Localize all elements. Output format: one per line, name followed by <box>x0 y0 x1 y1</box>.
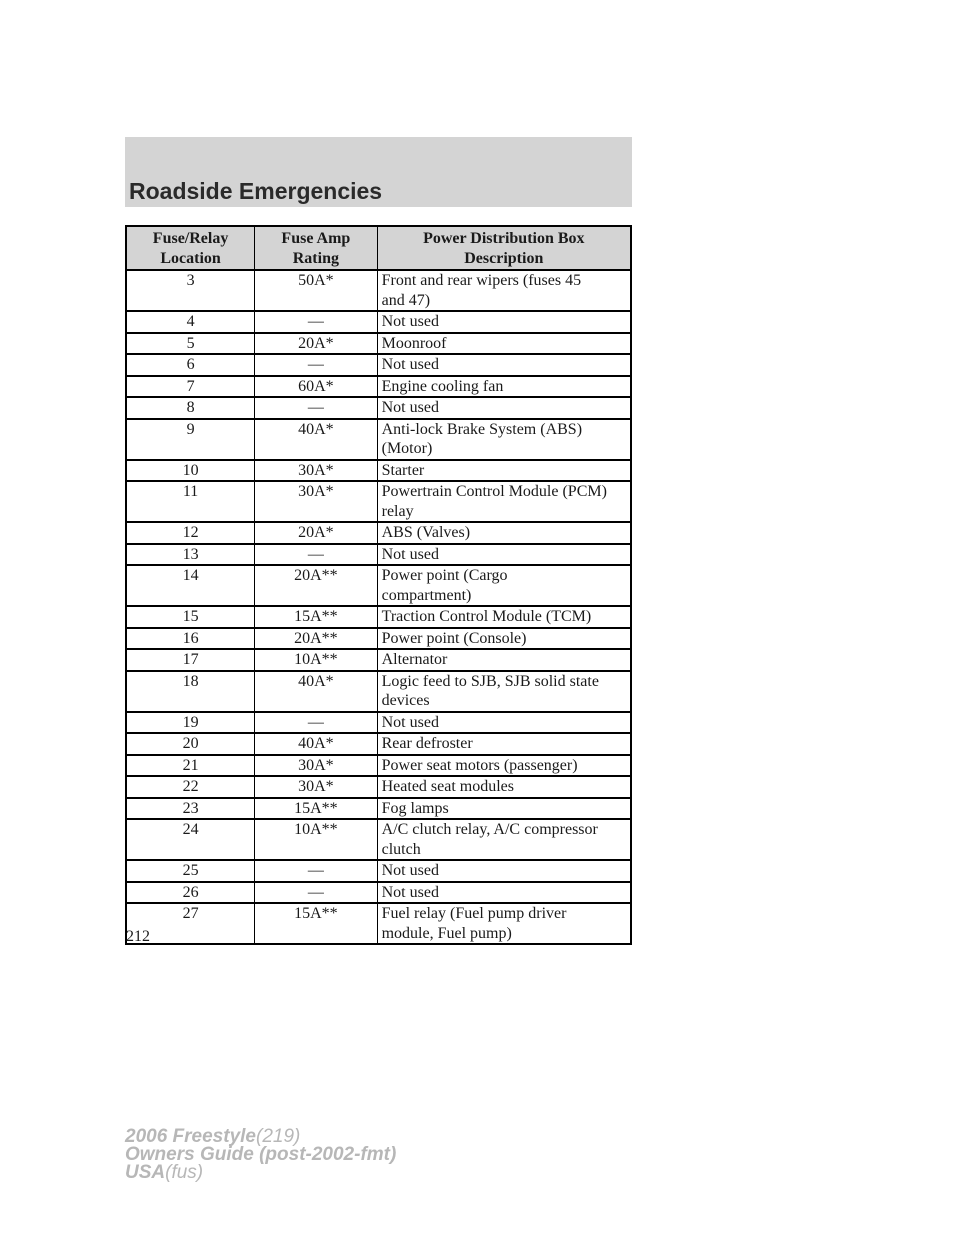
table-row <box>126 333 631 355</box>
fuse-description <box>377 397 631 419</box>
table-row <box>126 819 631 860</box>
table-row <box>126 565 631 606</box>
fuse-description-line: module, Fuel pump) <box>381 924 512 942</box>
fuse-location: 18 <box>126 671 255 712</box>
fuse-location: 5 <box>126 333 255 355</box>
fuse-location: 24 <box>126 819 255 860</box>
fuse-location: 21 <box>126 755 255 777</box>
fuse-description-line: Fog lamps <box>381 799 449 817</box>
fuse-location: 11 <box>126 481 255 522</box>
fuse-description-line: Moonroof <box>381 334 447 352</box>
fuse-description <box>377 671 631 712</box>
fuse-description <box>377 628 631 650</box>
table-row <box>126 270 631 311</box>
fuse-rating: 20A** <box>255 628 377 650</box>
fuse-description <box>377 649 631 671</box>
table-row <box>126 903 631 944</box>
fuse-rating: 30A* <box>255 776 377 798</box>
fuse-description <box>377 798 631 820</box>
footer <box>125 1128 396 1182</box>
fuse-location: 7 <box>126 376 255 398</box>
table-row <box>126 649 631 671</box>
table-row <box>126 776 631 798</box>
fuse-description-line: Engine cooling fan <box>381 377 504 395</box>
fuse-location: 15 <box>126 606 255 628</box>
fuse-rating: — <box>255 712 377 734</box>
fuse-location: 12 <box>126 522 255 544</box>
fuse-rating: — <box>255 354 377 376</box>
fuse-rating: — <box>255 860 377 882</box>
fuse-description <box>377 270 631 311</box>
header-description-line: Description <box>464 249 544 267</box>
fuse-description <box>377 565 631 606</box>
footer-light: (219) <box>256 1126 301 1147</box>
table-row <box>126 376 631 398</box>
fuse-description <box>377 903 631 944</box>
fuse-description-line: Not used <box>381 399 439 416</box>
fuse-description-line: Not used <box>381 545 439 563</box>
fuse-description <box>377 776 631 798</box>
footer-bold: USA <box>125 1162 166 1183</box>
table-row <box>126 755 631 777</box>
fuse-rating: 15A** <box>255 903 377 944</box>
fuse-description-line: relay <box>381 502 414 520</box>
fuse-rating: 10A** <box>255 649 377 671</box>
fuse-description-line: A/C clutch relay, A/C compressor <box>381 821 598 838</box>
fuse-rating: 20A* <box>255 522 377 544</box>
fuse-description-line: Fuel relay (Fuel pump driver <box>381 905 567 922</box>
table-row <box>126 419 631 460</box>
fuse-table <box>125 225 632 945</box>
fuse-description-line: and 47) <box>381 291 431 309</box>
fuse-description <box>377 712 631 734</box>
table-row <box>126 733 631 755</box>
fuse-rating: 30A* <box>255 755 377 777</box>
fuse-description-line: Traction Control Module (TCM) <box>381 608 592 625</box>
table-row <box>126 544 631 566</box>
header-rating <box>255 226 377 270</box>
fuse-description-line: Alternator <box>381 651 448 668</box>
footer-bold: 2006 Freestyle <box>125 1126 256 1147</box>
fuse-location: 17 <box>126 649 255 671</box>
fuse-rating: — <box>255 397 377 419</box>
fuse-rating: — <box>255 882 377 904</box>
header-rating-line: Fuse Amp <box>281 230 351 247</box>
section-title: Roadside Emergencies <box>129 178 383 204</box>
fuse-description-line: Not used <box>381 862 439 879</box>
table-row <box>126 397 631 419</box>
fuse-description <box>377 606 631 628</box>
fuse-location: 8 <box>126 397 255 419</box>
header-description <box>377 226 631 270</box>
fuse-description <box>377 755 631 777</box>
fuse-description-line: Logic feed to SJB, SJB solid state <box>381 672 599 690</box>
fuse-location: 6 <box>126 354 255 376</box>
fuse-description <box>377 311 631 333</box>
fuse-description-line: Not used <box>381 713 439 731</box>
fuse-description <box>377 522 631 544</box>
footer-light: (fus) <box>165 1162 204 1183</box>
fuse-rating: 20A** <box>255 565 377 606</box>
fuse-description-line: Rear defroster <box>381 735 473 752</box>
fuse-rating: 15A** <box>255 798 377 820</box>
fuse-description-line: Power seat motors (passenger) <box>381 756 578 774</box>
fuse-rating: 30A* <box>255 460 377 482</box>
fuse-description <box>377 733 631 755</box>
fuse-description <box>377 481 631 522</box>
fuse-location: 14 <box>126 565 255 606</box>
fuse-location: 13 <box>126 544 255 566</box>
fuse-rating: 30A* <box>255 481 377 522</box>
table-row <box>126 628 631 650</box>
fuse-description-line: Heated seat modules <box>381 778 515 795</box>
table-body <box>126 270 631 944</box>
section-header <box>125 137 632 207</box>
fuse-location: 25 <box>126 860 255 882</box>
fuse-description-line: clutch <box>381 840 421 858</box>
fuse-rating: 60A* <box>255 376 377 398</box>
fuse-location: 22 <box>126 776 255 798</box>
fuse-description-line: Starter <box>381 461 425 479</box>
fuse-location: 23 <box>126 798 255 820</box>
page-number: 212 <box>126 928 150 945</box>
table-row <box>126 712 631 734</box>
fuse-location: 16 <box>126 628 255 650</box>
fuse-description-line: Power point (Cargo <box>381 567 508 584</box>
fuse-rating: — <box>255 311 377 333</box>
table-row <box>126 354 631 376</box>
table-row <box>126 860 631 882</box>
footer-line <box>125 1164 396 1182</box>
fuse-description-line: Powertrain Control Module (PCM) <box>381 483 607 500</box>
table-row <box>126 460 631 482</box>
header-location-line: Location <box>160 249 221 267</box>
table-row <box>126 798 631 820</box>
fuse-location: 19 <box>126 712 255 734</box>
fuse-rating: 40A* <box>255 671 377 712</box>
fuse-description-line: Anti-lock Brake System (ABS) <box>381 420 583 438</box>
fuse-description-line: devices <box>381 692 430 709</box>
fuse-location: 27 <box>126 903 255 944</box>
fuse-description <box>377 860 631 882</box>
fuse-rating: 10A** <box>255 819 377 860</box>
fuse-description-line: compartment) <box>381 586 472 604</box>
table-row <box>126 522 631 544</box>
fuse-description <box>377 376 631 398</box>
fuse-location: 3 <box>126 270 255 311</box>
fuse-description-line: Not used <box>381 356 439 373</box>
table-header-row <box>126 226 631 270</box>
fuse-rating: 15A** <box>255 606 377 628</box>
table-row <box>126 606 631 628</box>
table-row <box>126 882 631 904</box>
fuse-description <box>377 460 631 482</box>
fuse-description <box>377 333 631 355</box>
fuse-description-line: Front and rear wipers (fuses 45 <box>381 272 582 289</box>
fuse-description-line: ABS (Valves) <box>381 524 471 541</box>
fuse-location: 20 <box>126 733 255 755</box>
fuse-rating: 40A* <box>255 419 377 460</box>
fuse-location: 4 <box>126 311 255 333</box>
fuse-description-line: Power point (Console) <box>381 629 527 647</box>
fuse-location: 9 <box>126 419 255 460</box>
header-rating-line: Rating <box>292 249 339 267</box>
fuse-description <box>377 354 631 376</box>
header-location <box>126 226 255 270</box>
fuse-rating: 50A* <box>255 270 377 311</box>
fuse-rating: 20A* <box>255 333 377 355</box>
fuse-description <box>377 544 631 566</box>
fuse-rating: 40A* <box>255 733 377 755</box>
fuse-location: 26 <box>126 882 255 904</box>
header-description-line: Power Distribution Box <box>423 230 585 247</box>
fuse-description <box>377 882 631 904</box>
fuse-description-line: (Motor) <box>381 440 433 457</box>
fuse-description <box>377 819 631 860</box>
table-row <box>126 311 631 333</box>
fuse-description <box>377 419 631 460</box>
fuse-description-line: Not used <box>381 313 439 330</box>
footer-bold: Owners Guide (post-2002-fmt) <box>125 1144 397 1165</box>
header-location-line: Fuse/Relay <box>152 230 229 247</box>
fuse-location: 10 <box>126 460 255 482</box>
fuse-description-line: Not used <box>381 883 439 901</box>
table-row <box>126 481 631 522</box>
table-row <box>126 671 631 712</box>
fuse-rating: — <box>255 544 377 566</box>
